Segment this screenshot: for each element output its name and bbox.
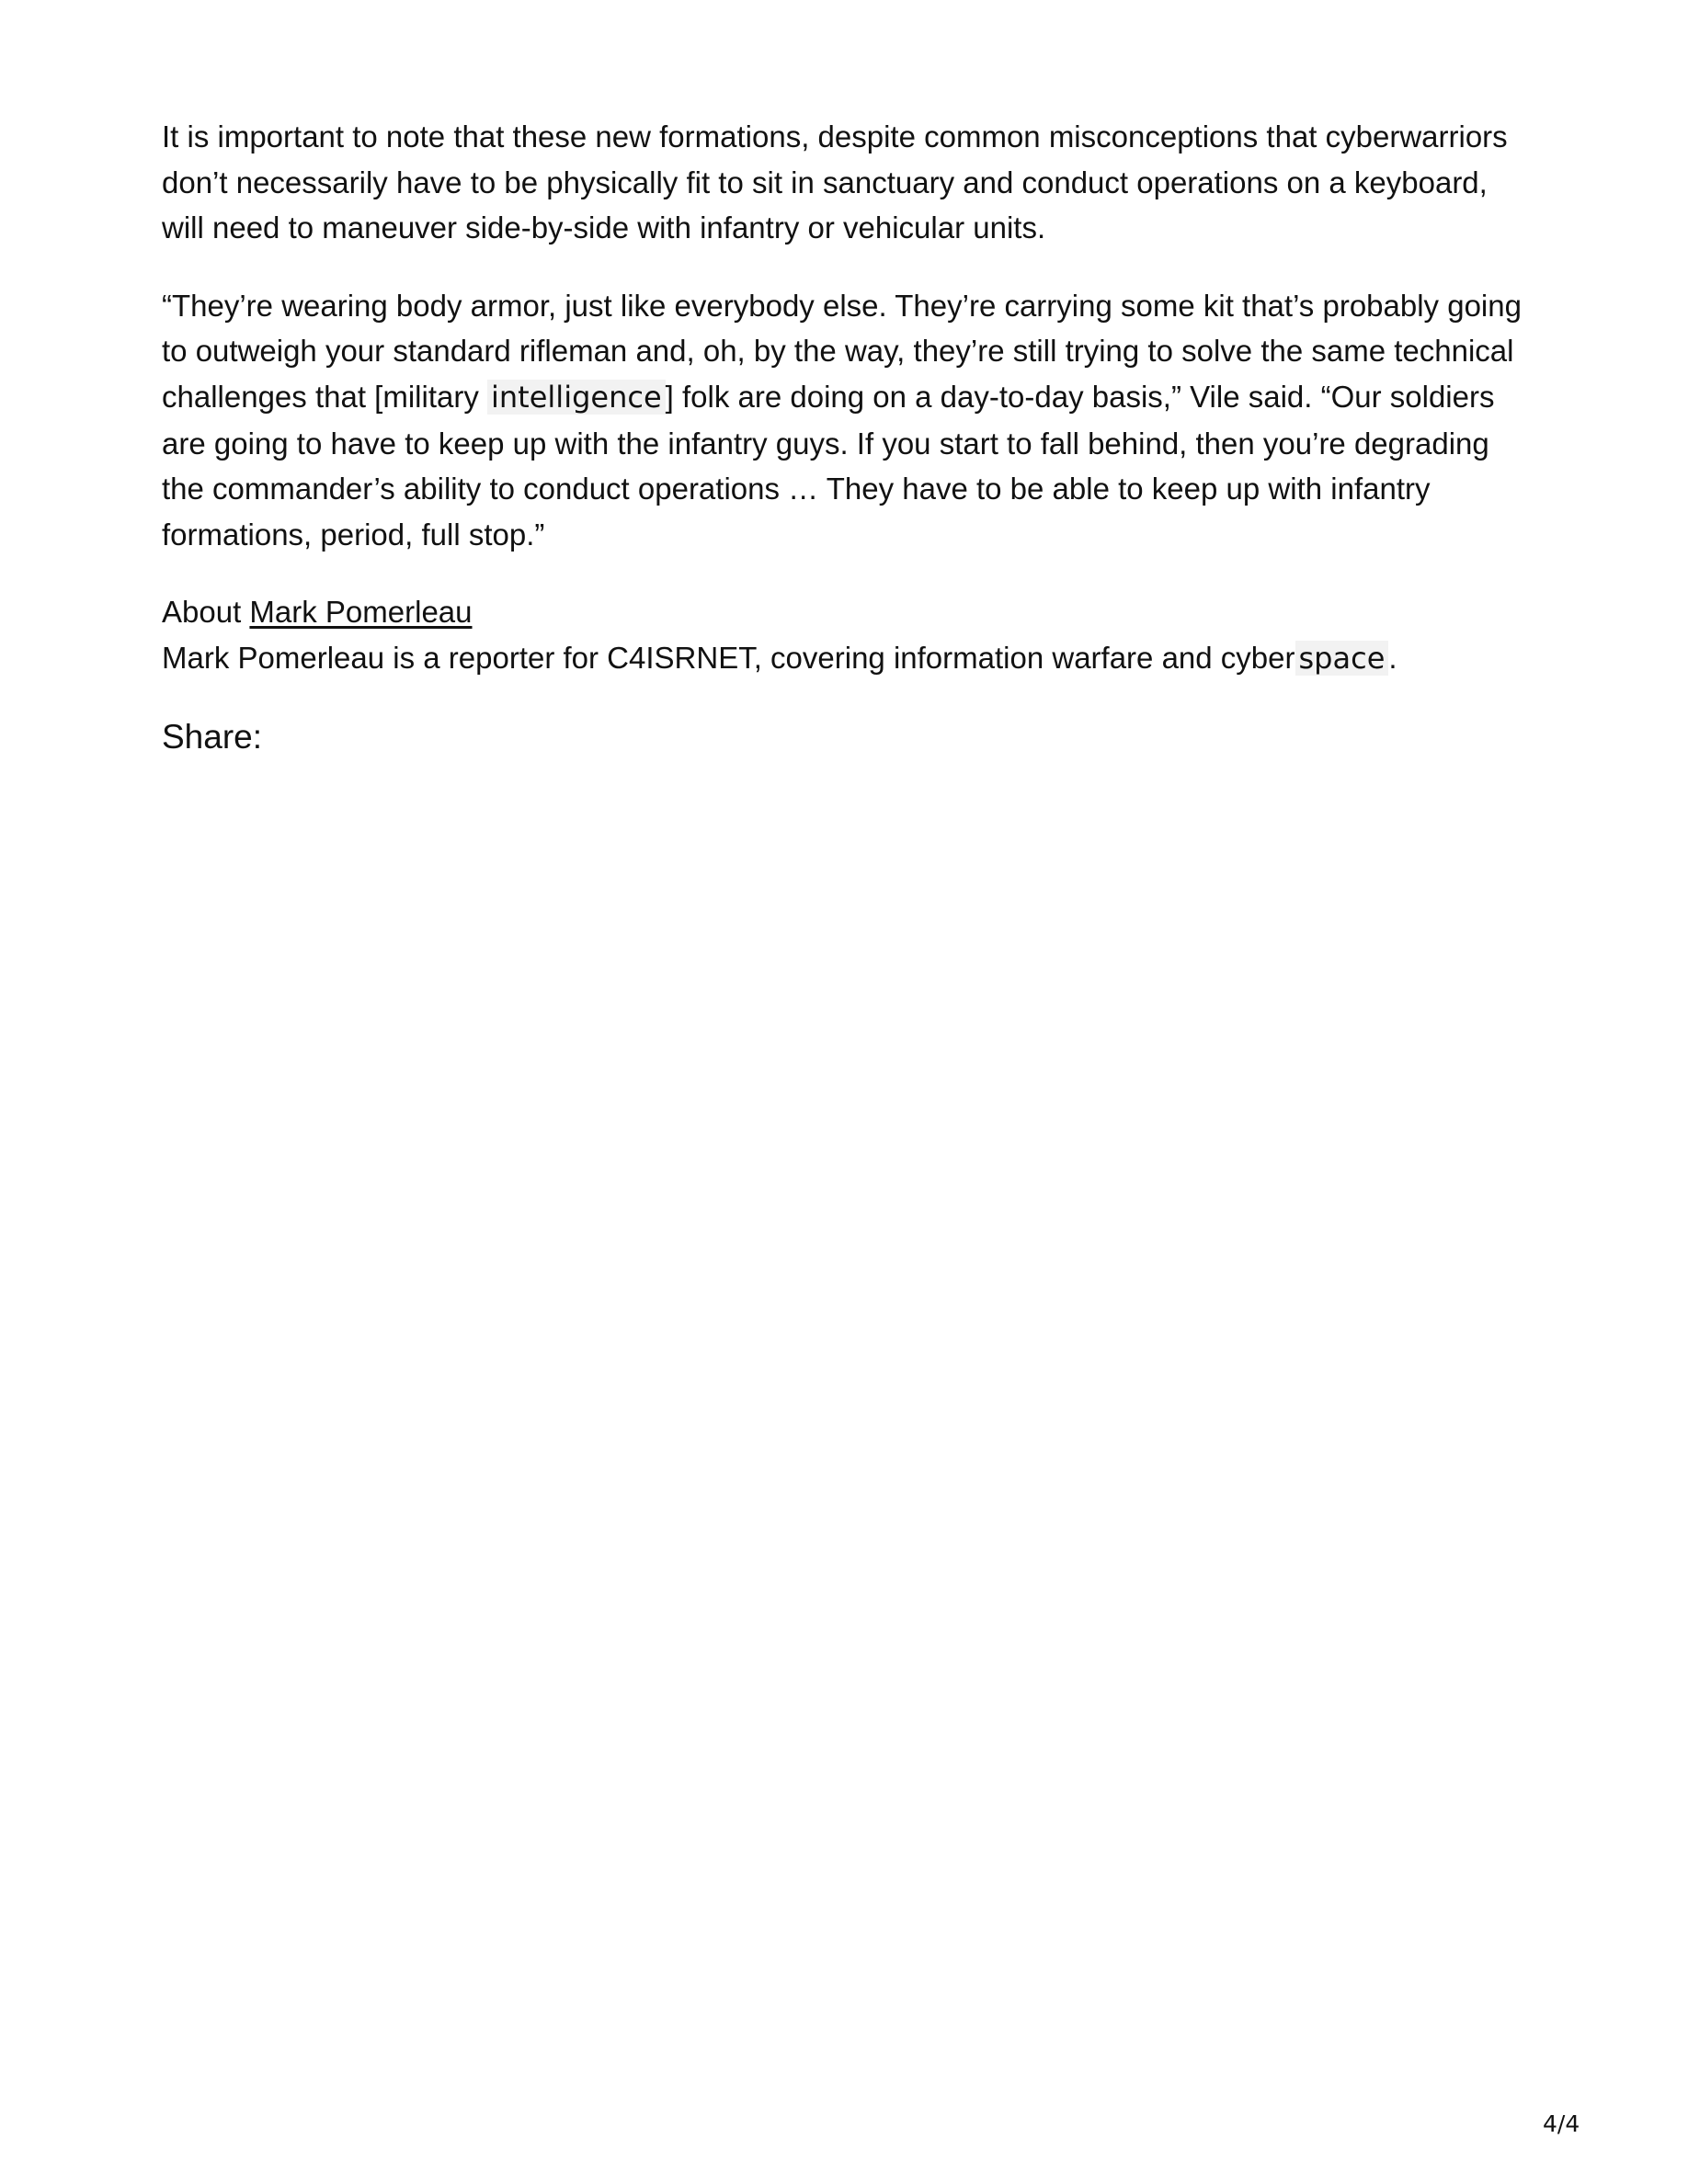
author-bio-end: . (1388, 640, 1397, 675)
quote-text-end: ] folk are doing on a day-to-day basis,” Vile said. “Our soldiers are going to have to keep up with the infantry guys. If you start to fall behind, then you’re degrading the commander’s ability to conduct operations … They have to be able to keep up with infantry formations, period, full stop.” (162, 379, 1495, 552)
article-body (162, 114, 1532, 761)
author-box (162, 589, 1532, 681)
quote-text-start: “They’re wearing body armor, just like everybody else. They’re carrying some kit that’s probably going to outweigh your standard rifleman and, oh, by the way, they’re still trying to solve the same technical challenges that [military (162, 288, 1522, 414)
author-heading (162, 589, 1532, 635)
quote-paragraph (162, 283, 1532, 558)
page-number: 4/4 (1543, 2110, 1580, 2137)
paragraph: It is important to note that these new formations, despite common misconceptions that cyberwarriors don’t necessarily have to be physically fit to sit in sanctuary and conduct operations on a keyboard, will need to maneuver side-by-side with infantry or vehicular units. (162, 119, 1508, 245)
share-label: Share: (162, 717, 263, 756)
author-name-link[interactable]: Mark Pomerleau (249, 595, 473, 630)
author-bio (162, 635, 1532, 682)
highlighted-term: intelligence (487, 380, 666, 415)
about-label: About (162, 595, 250, 630)
highlighted-term: space (1295, 641, 1389, 676)
author-bio-text: Mark Pomerleau is a reporter for C4ISRNET, covering information warfare and cyber (162, 640, 1295, 675)
